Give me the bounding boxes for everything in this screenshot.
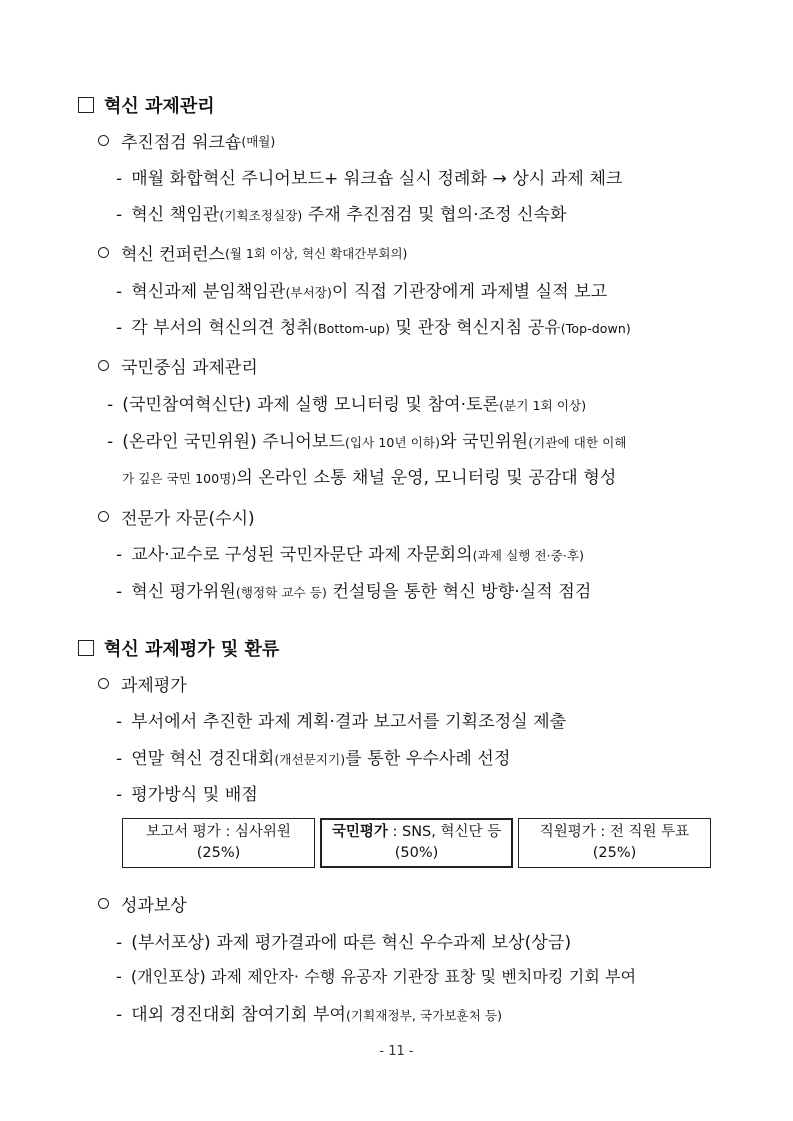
subheading-citizen-centered: 국민중심 과제관리 [98, 353, 258, 378]
bullet-line: - 혁신 책임관(기획조정실장) 주재 추진점검 및 협의·조정 신속화 [116, 205, 567, 225]
checkbox-square-icon [78, 97, 94, 113]
circle-bullet-icon [98, 898, 109, 909]
subheading-rewards: 성과보상 [98, 891, 187, 916]
subheading-conference: 혁신 컨퍼런스 (월 1회 이상, 혁신 확대간부회의) [98, 240, 407, 265]
bullet-line: - 평가방식 및 배점 [116, 785, 258, 805]
bullet-line: - 매월 화합혁신 주니어보드+ 워크숍 실시 정례화 → 상시 과제 체크 [116, 169, 623, 189]
circle-bullet-icon [98, 511, 109, 522]
section-heading-innovation-management [78, 92, 215, 118]
bullet-line: - (국민참여혁신단) 과제 실행 모니터링 및 참여·토론(분기 1회 이상) [107, 395, 587, 415]
circle-bullet-icon [98, 678, 109, 689]
subheading-evaluation: 과제평가 [98, 671, 187, 696]
circle-bullet-icon [98, 135, 109, 146]
checkbox-square-icon [78, 640, 94, 656]
bullet-line: - (부서포상) 과제 평가결과에 따른 혁신 우수과제 보상(상금) [116, 933, 572, 953]
report-evaluation-box: 보고서 평가 : 심사위원 (25%) [122, 818, 315, 868]
circle-bullet-icon [98, 360, 109, 371]
bullet-line: - 연말 혁신 경진대회(개선문지기)를 통한 우수사례 선정 [116, 749, 511, 769]
bullet-line: - 각 부서의 혁신의견 청취(Bottom-up) 및 관장 혁신지침 공유(Top-down) [116, 318, 631, 338]
bullet-line: - (온라인 국민위원) 주니어보드(입사 10년 이하)와 국민위원(기관에 대한 이해 [107, 432, 627, 452]
bullet-line: - 혁신과제 분임책임관(부서장)이 직접 기관장에게 과제별 실적 보고 [116, 282, 608, 302]
bullet-line-continued: 가 깊은 국민 100명)의 온라인 소통 채널 운영, 모니터링 및 공감대 형성 [122, 468, 617, 488]
evaluation-method-boxes [122, 818, 711, 868]
circle-bullet-icon [98, 247, 109, 258]
subheading-expert-advice: 전문가 자문(수시) [98, 504, 255, 529]
section-title: 혁신 과제관리 [104, 96, 215, 117]
bullet-line: - 부서에서 추진한 과제 계획·결과 보고서를 기획조정실 제출 [116, 712, 567, 732]
bullet-line: - 혁신 평가위원(행정학 교수 등) 컨설팅을 통한 혁신 방향·실적 점검 [116, 582, 592, 602]
bullet-line: - 대외 경진대회 참여기회 부여(기획재정부, 국가보훈처 등) [116, 1005, 503, 1025]
citizen-evaluation-box: 국민평가 : SNS, 혁신단 등 (50%) [320, 818, 513, 868]
bullet-line: - 교사·교수로 구성된 국민자문단 과제 자문회의(과제 실행 전·중·후) [116, 545, 585, 565]
subheading-workshop: 추진점검 워크숍 (매월) [98, 128, 275, 153]
section-title: 혁신 과제평가 및 환류 [104, 639, 280, 660]
page-number: - 11 - [379, 1044, 414, 1059]
section-heading-evaluation-feedback [78, 635, 279, 661]
bullet-line: - (개인포상) 과제 제안자· 수행 유공자 기관장 표창 및 벤치마킹 기회 부여 [116, 967, 637, 986]
staff-evaluation-box: 직원평가 : 전 직원 투표 (25%) [518, 818, 711, 868]
